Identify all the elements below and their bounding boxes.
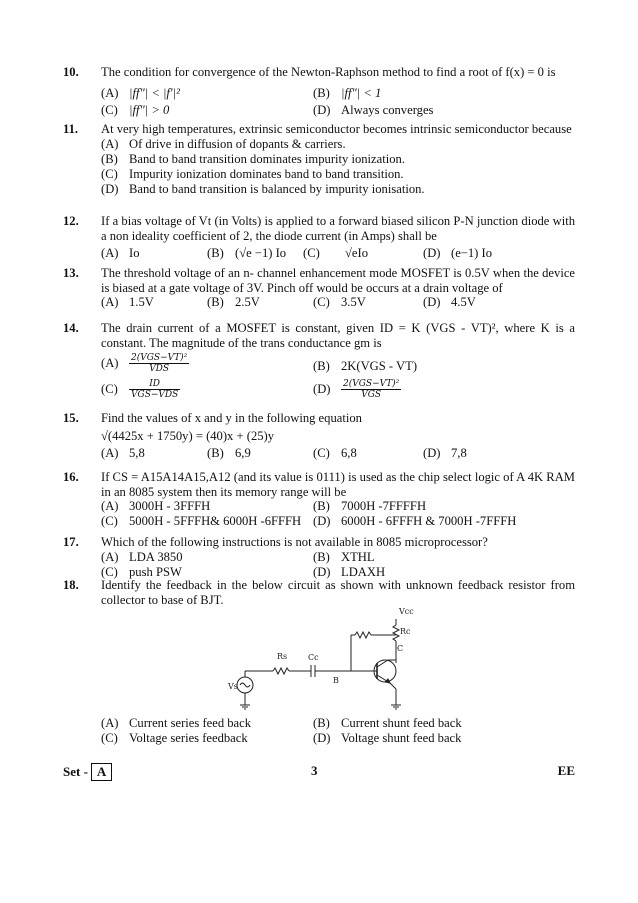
option-d: (D) Voltage shunt feed back — [313, 731, 462, 745]
page-number: 3 — [311, 763, 318, 778]
question-15 — [63, 411, 575, 461]
option-b: (B) 2.5V — [207, 295, 260, 310]
vcc-label: Vcc — [399, 607, 414, 616]
option-a: (A) |ff″| < |f′|² — [101, 85, 180, 100]
equation: √(4425x + 1750y) = (40)x + (25)y — [101, 428, 275, 443]
question-text: At very high temperatures, extrinsic semiconductor becomes intrinsic semiconductor because — [101, 122, 572, 136]
question-number: 13. — [63, 266, 79, 280]
option-d: (D) LDAXH — [313, 564, 386, 579]
question-text: If a bias voltage of Vt (in Volts) is applied to a forward biased silicon P-N junction diode with a non ideality coefficient of 2, the diode current (in Amps) shall be — [101, 214, 575, 243]
question-number: 16. — [63, 470, 79, 484]
question-14 — [63, 321, 575, 405]
question-number: 12. — [63, 214, 79, 228]
option-c: (C) $\frac{ID}{\text{VGS−VDS}}$ — [101, 379, 179, 401]
option-d: (D) $\frac{\text{2(VGS−VT)²}}{\text{VGS}}$ — [313, 379, 400, 401]
option-c: (C) Voltage series feedback — [101, 731, 248, 745]
rc-label: Rc — [400, 627, 411, 636]
option-d: (D) 6000H - 6FFFH & 7000H -7FFFH — [313, 514, 517, 529]
cc-label: Cc — [308, 653, 319, 662]
question-number: 15. — [63, 411, 79, 425]
page-footer — [63, 763, 575, 781]
option-b: (B) |ff″| < 1 — [313, 85, 382, 100]
question-text: The threshold voltage of an n- channel enhancement mode MOSFET is 0.5V when the device is biased at a gate voltage of 3V. Pinch off would be occurs at a drain voltage of — [101, 266, 575, 295]
question-number: 11. — [63, 122, 79, 136]
base-label: B — [333, 676, 339, 685]
option-d: (D) Band to band transition is balanced by impurity ionisation. — [101, 181, 425, 196]
option-c: (C) |ff″| > 0 — [101, 102, 170, 117]
question-text: Find the values of x and y in the following equation — [101, 411, 362, 425]
option-b: (B) 7000H -7FFFFH — [313, 499, 427, 514]
option-a: (A) 3000H - 3FFFH — [101, 499, 211, 514]
option-a: (A) Of drive in diffusion of dopants & carriers. — [101, 136, 346, 151]
subject-code: EE — [557, 763, 575, 778]
question-text: Identify the feedback in the below circuit as shown with unknown feedback resistor from collector to base of BJT. — [101, 578, 575, 607]
option-b: (B) 2K(VGS - VT) — [313, 359, 418, 374]
question-18-options — [63, 716, 575, 746]
option-c: (C) 3.5V — [313, 295, 366, 310]
option-d: (D) 4.5V — [423, 295, 476, 310]
question-number: 18. — [63, 578, 79, 592]
question-number: 10. — [63, 65, 79, 79]
question-12 — [63, 214, 575, 261]
option-d: (D) (e−1) Io — [423, 246, 493, 261]
question-13 — [63, 266, 575, 310]
option-b: (B) Band to band transition dominates impurity ionization. — [101, 151, 405, 166]
question-18 — [63, 578, 575, 607]
option-a: (A) LDA 3850 — [101, 549, 183, 564]
option-b: (B) Current shunt feed back — [313, 716, 462, 730]
option-d: (D) Always converges — [313, 102, 434, 117]
question-10 — [63, 65, 575, 118]
question-number: 14. — [63, 321, 79, 335]
bjt-feedback-circuit — [225, 605, 425, 717]
option-c: (C) √eIo — [303, 246, 368, 261]
rs-label: Rs — [277, 652, 288, 661]
question-16 — [63, 470, 575, 529]
option-a: (A) $\frac{\text{2(VGS−VT)²}}{\text{VDS}}$ — [101, 353, 188, 375]
option-b: (B) (√e −1) Io — [207, 246, 287, 261]
option-d: (D) 7,8 — [423, 445, 467, 460]
option-c: (C) push PSW — [101, 564, 182, 579]
question-text: If CS = A15A14A15,A12 (and its value is 0111) is used as the chip select logic of A 4K RAM in an 8085 system then its memory range will be — [101, 470, 575, 499]
option-a: (A) Current series feed back — [101, 716, 252, 730]
set-code-box: A — [91, 763, 112, 781]
option-c: (C) Impurity ionization dominates band to band transition. — [101, 166, 404, 181]
option-c: (C) 5000H - 5FFFH& 6000H -6FFFH — [101, 514, 302, 529]
collector-label: C — [397, 644, 404, 653]
option-b: (B) 6,9 — [207, 445, 251, 460]
question-text: Which of the following instructions is not available in 8085 microprocessor? — [101, 535, 488, 549]
question-text: The condition for convergence of the Newton-Raphson method to find a root of f(x) = 0 is — [101, 65, 556, 79]
option-a: (A) Io — [101, 246, 140, 261]
vs-label: Vs — [228, 682, 238, 691]
option-c: (C) 6,8 — [313, 445, 357, 460]
question-text: The drain current of a MOSFET is constant, given ID = K (VGS - VT)², where K is a constant. The magnitude of the trans conductance gm is — [101, 321, 575, 350]
question-11 — [63, 122, 575, 197]
set-label: Set - — [63, 764, 88, 779]
question-number: 17. — [63, 535, 79, 549]
option-b: (B) XTHL — [313, 549, 375, 564]
option-a: (A) 5,8 — [101, 445, 145, 460]
question-17 — [63, 535, 575, 580]
option-a: (A) 1.5V — [101, 295, 154, 310]
